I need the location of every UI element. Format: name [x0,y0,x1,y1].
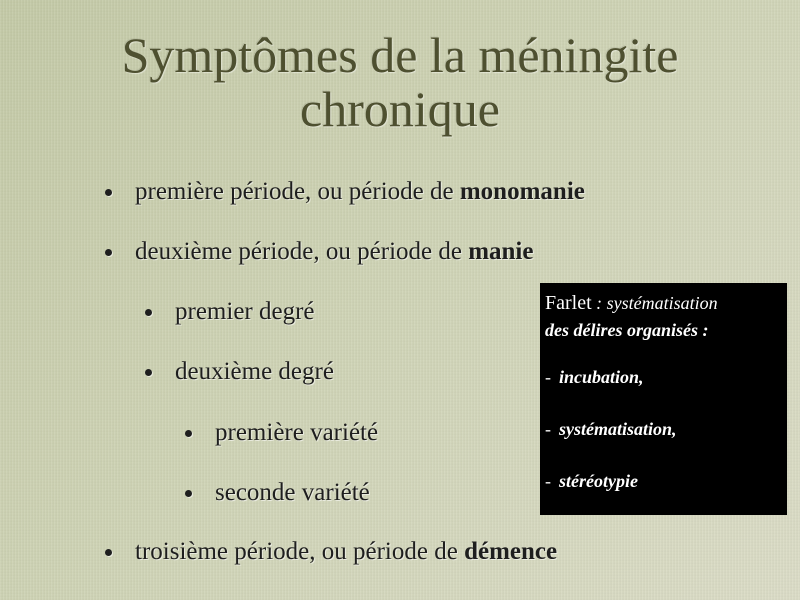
title-line-1: Symptômes de la méningite [121,27,679,83]
box-item-text: stéréotypie [559,471,638,491]
bullet-text: première variété [215,419,379,446]
box-author: Farlet [545,292,592,314]
bullet-bold-term: démence [464,538,558,565]
farlet-note-box [540,283,787,515]
bullet-bold-term: manie [468,238,534,265]
box-item-stereotypie [545,469,781,493]
dash-marker: - [545,419,551,439]
bullet-deuxieme-degre [145,357,334,387]
bullet-text: premier degré [175,298,315,325]
box-item-incubation [545,365,781,389]
slide-title [0,28,800,136]
dash-marker: - [545,367,551,387]
dash-marker: - [545,471,551,491]
box-item-text: systématisation, [559,419,677,439]
bullet-dot-icon [145,309,152,316]
bullet-premiere-periode [105,177,585,207]
bullet-dot-icon [185,430,192,437]
bullet-text: troisième période, ou période de [135,538,465,565]
bullet-text: seconde variété [215,479,370,506]
bullet-dot-icon [145,369,152,376]
box-heading-rest: : systématisation [591,293,718,313]
bullet-seconde-variete [185,478,370,508]
bullet-premier-degre [145,297,315,327]
bullet-premiere-variete [185,418,378,448]
box-item-systematisation [545,417,781,441]
box-item-text: incubation, [559,367,644,387]
box-heading [545,289,781,317]
title-line-2: chronique [300,81,500,137]
bullet-troisieme-periode [105,537,557,567]
bullet-bold-term: monomanie [459,178,585,205]
bullet-dot-icon [185,490,192,497]
bullet-text: deuxième période, ou période de [135,238,469,265]
bullet-text: deuxième degré [175,358,334,385]
bullet-deuxieme-periode [105,237,533,267]
bullet-dot-icon [105,549,112,556]
bullet-dot-icon [105,249,112,256]
bullet-dot-icon [105,189,112,196]
bullet-text: première période, ou période de [135,178,460,205]
box-heading-line-2: des délires organisés : [545,320,709,340]
